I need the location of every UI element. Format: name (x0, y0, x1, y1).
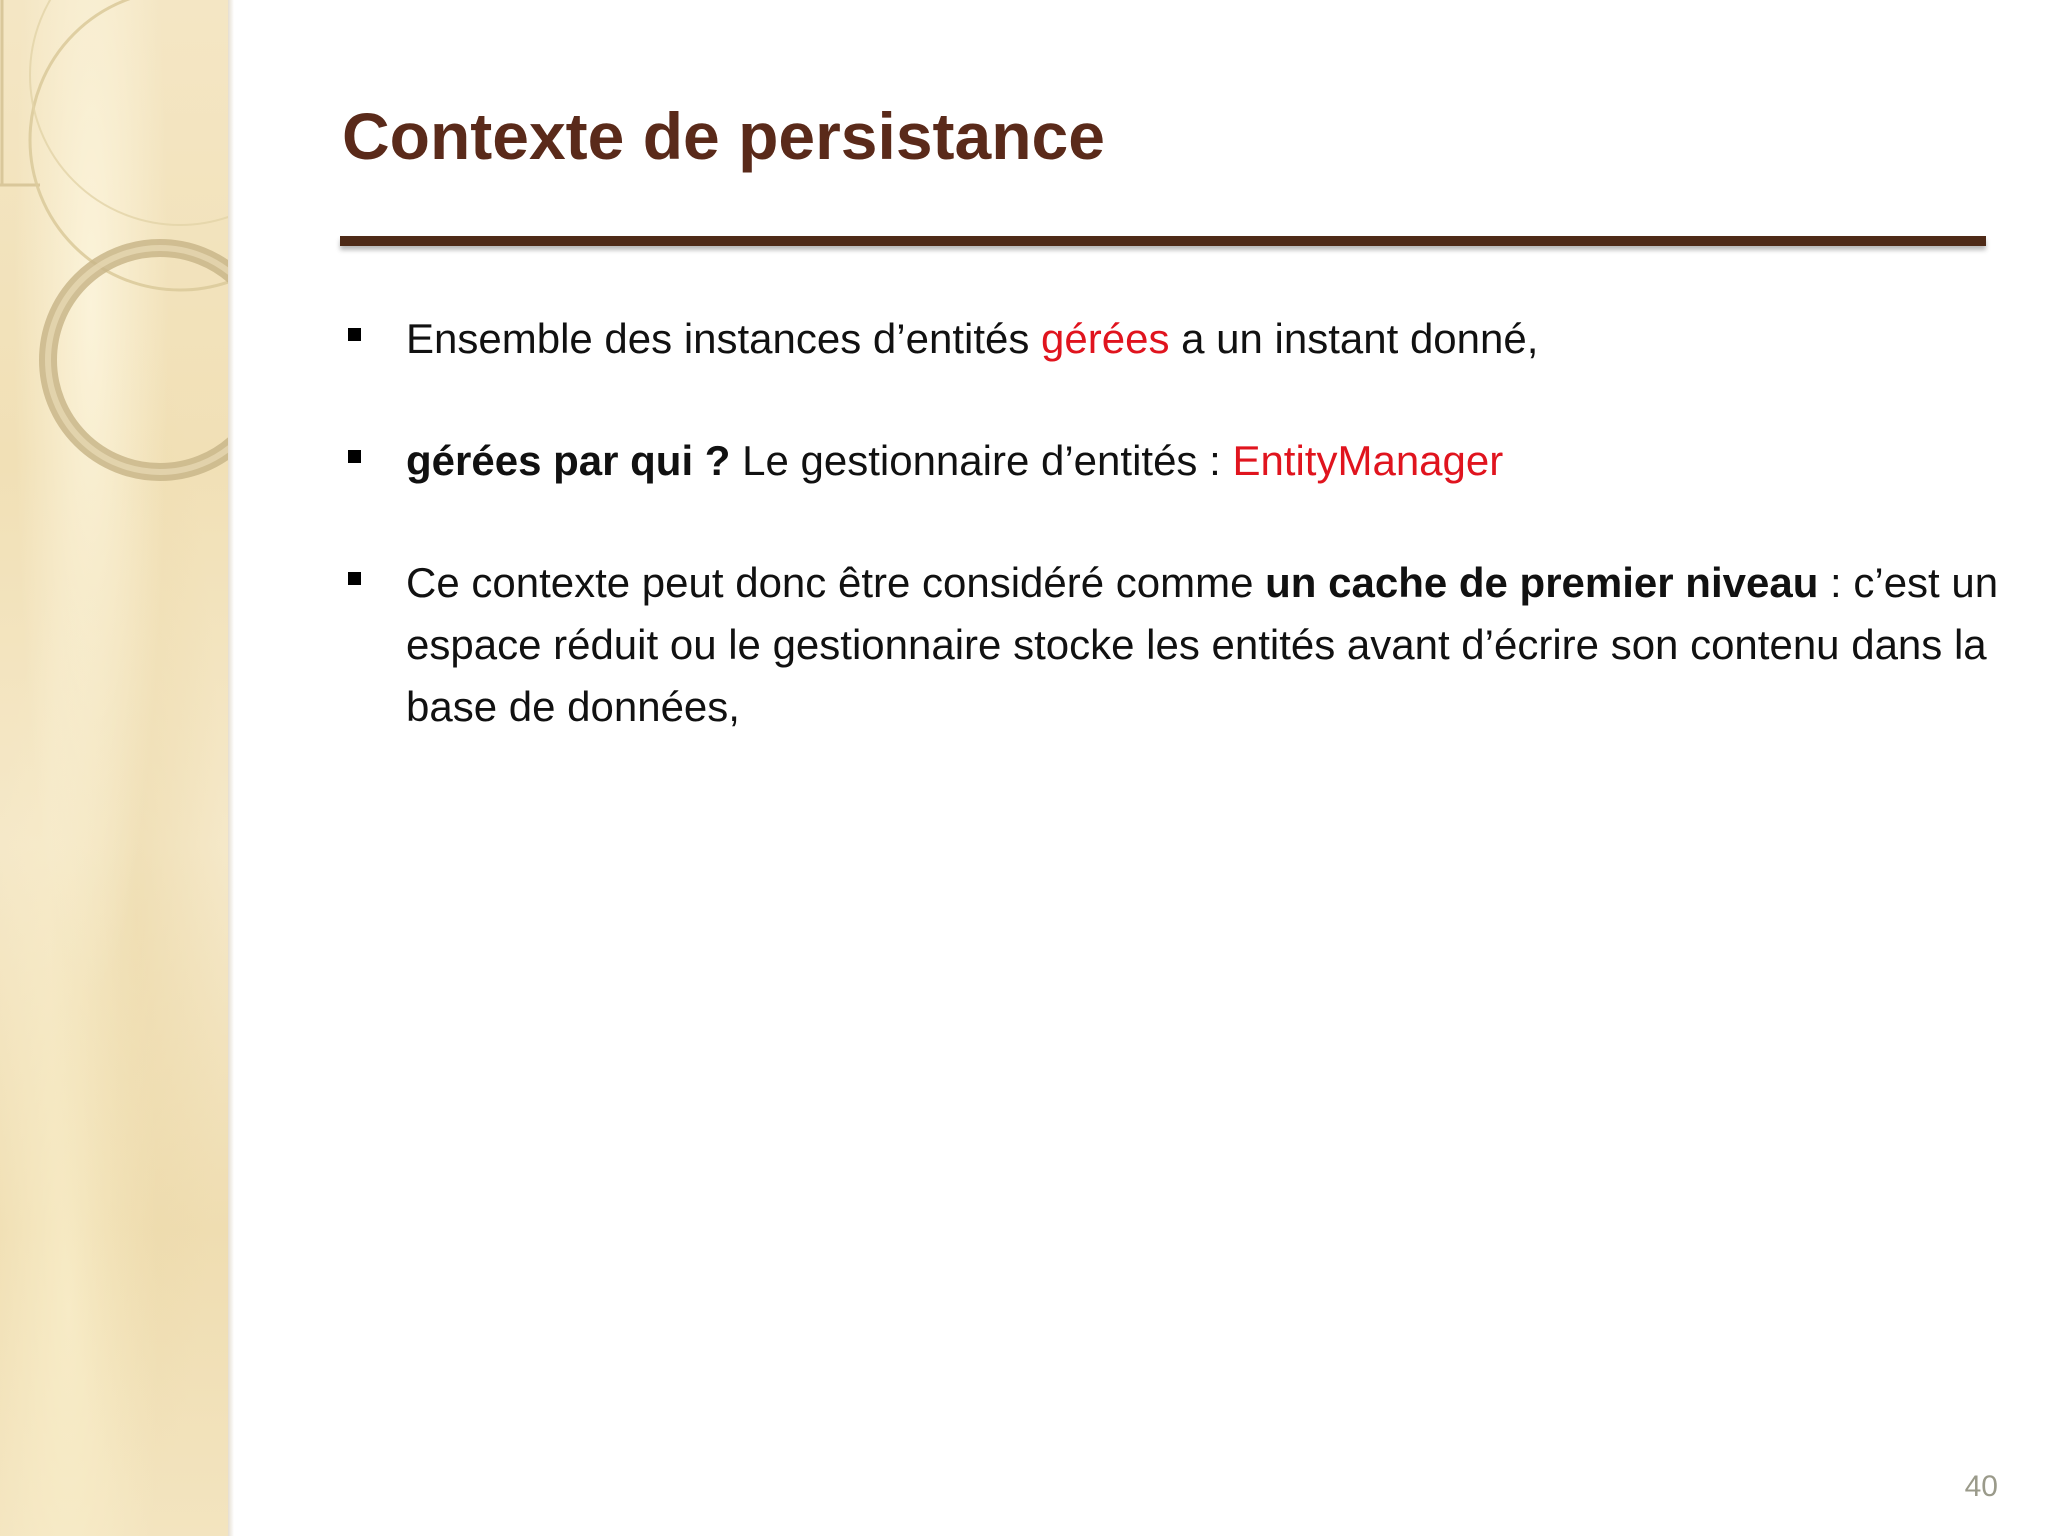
bullet-item-2 (340, 430, 2000, 492)
side-panel-shadow (228, 0, 234, 1536)
bullet-item-3 (340, 552, 2000, 738)
bullet-3-bold: un cache de premier niveau (1265, 559, 1819, 606)
bullet-1-text: Ensemble des instances d’entités (406, 315, 1042, 362)
bullet-2-bold: gérées par qui ? (406, 437, 731, 484)
bullet-1-highlight: gérées (1041, 315, 1170, 362)
ring-ornament-icon (0, 0, 228, 520)
bullet-2-highlight: EntityManager (1232, 437, 1504, 484)
bullet-2-text: Le gestionnaire d’entités : (730, 437, 1233, 484)
title-divider (340, 236, 1986, 246)
slide-title: Contexte de persistance (342, 99, 1105, 173)
page-number: 40 (1964, 1470, 1998, 1503)
bullet-3-text-end: : c’est un espace réduit ou le gestionnaire stocke les entités avant d’écrire son contenu dans la base de données, (406, 559, 1999, 730)
bullet-item-1 (340, 308, 2000, 370)
bullet-square-icon (348, 450, 361, 463)
bullet-3-text: Ce contexte peut donc être considéré comme (406, 559, 1266, 606)
bullet-square-icon (348, 572, 361, 585)
bullet-square-icon (348, 328, 361, 341)
bullet-1-text-end: a un instant donné, (1169, 315, 1539, 362)
bullet-list (340, 308, 2000, 798)
